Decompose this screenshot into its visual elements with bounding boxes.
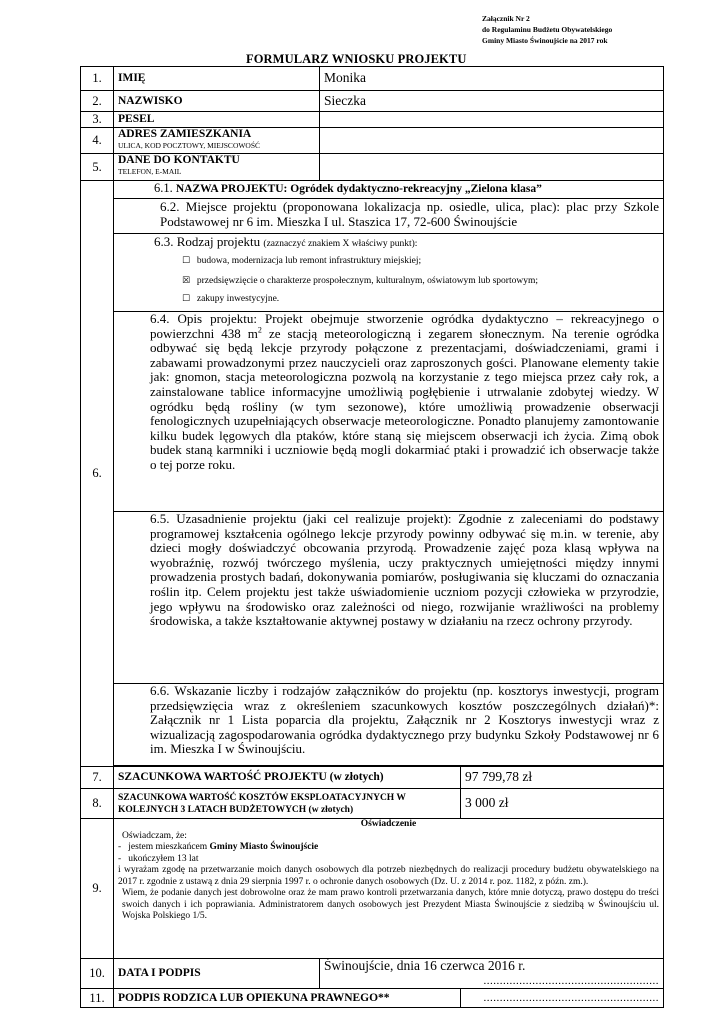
date-field[interactable]: Świnoujście, dnia 16 czerwca 2016 r. [324, 958, 526, 973]
first-name-label: IMIĘ [114, 67, 320, 91]
signature-line[interactable]: ...................................................... [483, 974, 659, 987]
checkbox-empty-icon[interactable]: ☐ [182, 255, 191, 266]
project-name-prefix: 6.1. [154, 181, 176, 195]
row-declaration [81, 819, 664, 959]
operating-costs-field[interactable]: 3 000 zł [461, 789, 664, 819]
application-form-table [80, 66, 664, 1008]
row-operating-costs [81, 789, 664, 819]
row-first-name [81, 67, 664, 91]
declaration-consent: i wyrażam zgodę na przetwarzanie moich danych osobowych dla potrzeb niezbędnych do realizacji procedury budżetu obywatelskiego na 2017 r. zgodnie z ustawą z dnia 29 sierpnia 1997 r. o ochronie danych osobowych (Dz. U. z 2014 r. poz. 1182, z późn. zm.). [118, 865, 659, 887]
date-signature-label: DATA I PODPIS [114, 959, 320, 989]
attachment-header [482, 13, 612, 46]
checkbox-empty-icon[interactable]: ☐ [182, 293, 191, 304]
parent-signature-line[interactable]: ...................................................... [483, 992, 659, 1005]
option-label: zakupy inwestycyjne. [196, 293, 280, 304]
project-type-cell [114, 234, 664, 312]
last-name-field[interactable]: Sieczka [320, 91, 664, 112]
project-value-label: SZACUNKOWA WARTOŚĆ PROJEKTU (w złotych) [114, 767, 461, 789]
contact-field[interactable] [320, 154, 664, 181]
last-name-label: NAZWISKO [114, 91, 320, 112]
section-6-2 [81, 199, 664, 234]
checkbox-checked-icon[interactable]: ☒ [182, 275, 191, 286]
project-value-field[interactable]: 97 799,78 zł [461, 767, 664, 789]
description-text-a: 6.4. Opis projektu: Projekt obejmuje stworzenie ogródka dydaktyczno – rekreacyjnego o powierzchni 438 m [150, 311, 659, 341]
header-line-2: do Regulaminu Budżetu Obywatelskiego [482, 25, 613, 34]
project-name: NAZWA PROJEKTU: Ogródek dydaktyczno-rekreacyjny „Zielona klasa” [175, 183, 542, 195]
project-type-option[interactable] [154, 273, 659, 289]
row-last-name [81, 91, 664, 112]
pesel-field[interactable] [320, 112, 664, 128]
bullet-text: ukończyłem 13 lat [128, 853, 199, 864]
section-6-4 [81, 312, 664, 512]
row-number: 8. [81, 789, 114, 819]
bullet-text-bold: Gminy Miasto Świnoujście [209, 842, 319, 852]
declaration-intro: Oświadczam, że: [122, 830, 187, 841]
declaration-cell [114, 819, 664, 959]
row-number: 4. [81, 128, 114, 154]
row-number: 6. [81, 181, 114, 767]
section-6-5 [81, 512, 664, 684]
parent-signature-cell [461, 989, 664, 1008]
option-label: budowa, modernizacja lub remont infrastruktury miejskiej; [196, 255, 422, 266]
bullet-text-pre: jestem mieszkańcem [128, 842, 210, 852]
project-type-option[interactable] [154, 253, 659, 269]
project-location: 6.2. Miejsce projektu (proponowana lokalizacja np. osiedle, ulica, plac): plac przy Szkole Podstawowej nr 6 im. Mieszka I ul. Staszica 17, 72-600 Świnoujście [114, 199, 664, 234]
row-project-value [81, 767, 664, 789]
project-name-cell [114, 181, 664, 199]
row-number: 11. [81, 989, 114, 1008]
project-type-option[interactable] [154, 291, 659, 307]
declaration-title: Oświadczenie [360, 819, 417, 829]
date-signature-cell [320, 959, 664, 989]
operating-costs-label: SZACUNKOWA WARTOŚĆ KOSZTÓW EKSPLOATACYJNYCH W KOLEJNYCH 3 LATACH BUDŻETOWYCH (w złotych) [114, 789, 461, 819]
contact-label [114, 154, 320, 181]
address-label [114, 128, 320, 154]
address-field[interactable] [320, 128, 664, 154]
declaration-bullet: - ukończyłem 13 lat [118, 853, 199, 864]
option-label: przedsięwzięcie o charakterze prospołecznym, kulturalnym, oświatowym lub sportowym; [196, 275, 538, 286]
pesel-label: PESEL [114, 112, 320, 128]
superscript-2: 2 [257, 325, 262, 335]
declaration-bullet: - jestem mieszkańcem Gminy Miasto Świnoujście [118, 842, 319, 852]
contact-label-text: DANE DO KONTAKTU [118, 154, 240, 166]
project-justification: 6.5. Uzasadnienie projektu (jaki cel realizuje projekt): Zgodnie z zaleceniami do podstawy programowej kształcenia ogólnego lekcje przyrody powinny odbywać się m.in. w terenie, aby dzieci mogły doświadczyć obcowania przyrodą. Prowadzenie zajęć poza klasą wpływa na wyobraźnię, rozwój twórczego myślenia, uczy praktycznych umiejętności między innymi prowadzenia prostych badań, dokonywania pomiarów, posługiwania się kluczami do oznaczania roślin itp. Celem projektu jest także uświadomienie uczniom pozycji człowieka w przyrodzie, jego wpływu na środowisko oraz zależności od niego, rozwijanie wrażliwości na problemy środowiska, a także kształtowanie aktywnej postawy w działaniu na rzecz ochrony przyrody. [114, 512, 664, 684]
header-line-3: Gminy Miasto Świnoujście na 2017 rok [482, 36, 608, 45]
project-attachments: 6.6. Wskazanie liczby i rodzajów załączników do projektu (np. kosztorys inwestycji, program przedsięwzięcia wraz z określeniem szacunkowych kosztów poszczególnych działań)*: Załącznik nr 1 Lista poparcia dla projektu, Załącznik nr 2 Kosztorys inwestycji wraz z wizualizacją zagospodarowania ogródka dydaktycznego przy budynku Szkoły Podstawowej nr 6 im. Mieszka I w Świnoujściu. [114, 684, 664, 766]
row-pesel [81, 112, 664, 128]
row-number: 5. [81, 154, 114, 181]
parent-signature-label: PODPIS RODZICA LUB OPIEKUNA PRAWNEGO** [114, 989, 461, 1008]
row-number: 3. [81, 112, 114, 128]
row-number: 9. [81, 819, 114, 959]
address-label-text: ADRES ZAMIESZKANIA [118, 128, 252, 140]
section-6-3 [81, 234, 664, 312]
row-number: 10. [81, 959, 114, 989]
row-number: 2. [81, 91, 114, 112]
project-type-hint: (zaznaczyć znakiem X właściwy punkt): [263, 239, 418, 249]
row-address [81, 128, 664, 154]
header-line-1: Załącznik Nr 2 [482, 14, 530, 23]
row-number: 1. [81, 67, 114, 91]
address-label-hint: ULICA, KOD POCZTOWY, MIEJSCOWOŚĆ [118, 141, 261, 150]
form-title: FORMULARZ WNIOSKU PROJEKTU [246, 52, 467, 66]
contact-label-hint: TELEFON, E-MAIL [118, 167, 182, 176]
project-description [114, 312, 664, 512]
row-parent-signature [81, 989, 664, 1008]
project-type-heading [154, 234, 659, 251]
row-date-signature [81, 959, 664, 989]
declaration-info: Wiem, że podanie danych jest dobrowolne oraz że mam prawo kontroli przetwarzania danych, które mnie dotyczą, prawo dostępu do treści swoich danych i ich poprawiania. Administratorem danych osobowych jest Prezydent Miasta Świnoujście z siedzibą w Świnoujściu ul. Wojska Polskiego 1/5. [122, 888, 659, 921]
row-number: 7. [81, 767, 114, 789]
project-type-title: 6.3. Rodzaj projektu [154, 234, 261, 249]
description-text-b: ze stacją meteorologiczną i zegarem słonecznym. Na terenie ogródka odbywać się będą lekcje przyrody połączone z prezentacjami, doświadczeniami, grami i zabawami prowadzonymi przez nauczycieli oraz zaproszonych gości. Planowane elementy takie jak: gnomon, stacja meteorologiczna pozwolą na korzystanie z tego miejsca przez cały rok, a zainstalowane tablice informacyjne umożliwią pogłębienie i utrwalanie zdobytej wiedzy. W ogródku będą rośliny (w tym sezonowe), które umożliwią prowadzenie obserwacji fenologicznych uzupełniających obserwacje meteorologiczne. Ponadto planujemy zamontowanie kilku budek lęgowych dla ptaków, które staną się miejscem obserwacji ich życia. Zimą obok budek staną karmniki i uczniowie będą mogli dokarmiać ptaki i prowadzić ich obserwacje także o tej porze roku. [150, 325, 659, 472]
section-6-6 [81, 684, 664, 766]
first-name-field[interactable]: Monika [320, 67, 664, 91]
row-contact [81, 154, 664, 181]
section-6-1 [81, 181, 664, 199]
